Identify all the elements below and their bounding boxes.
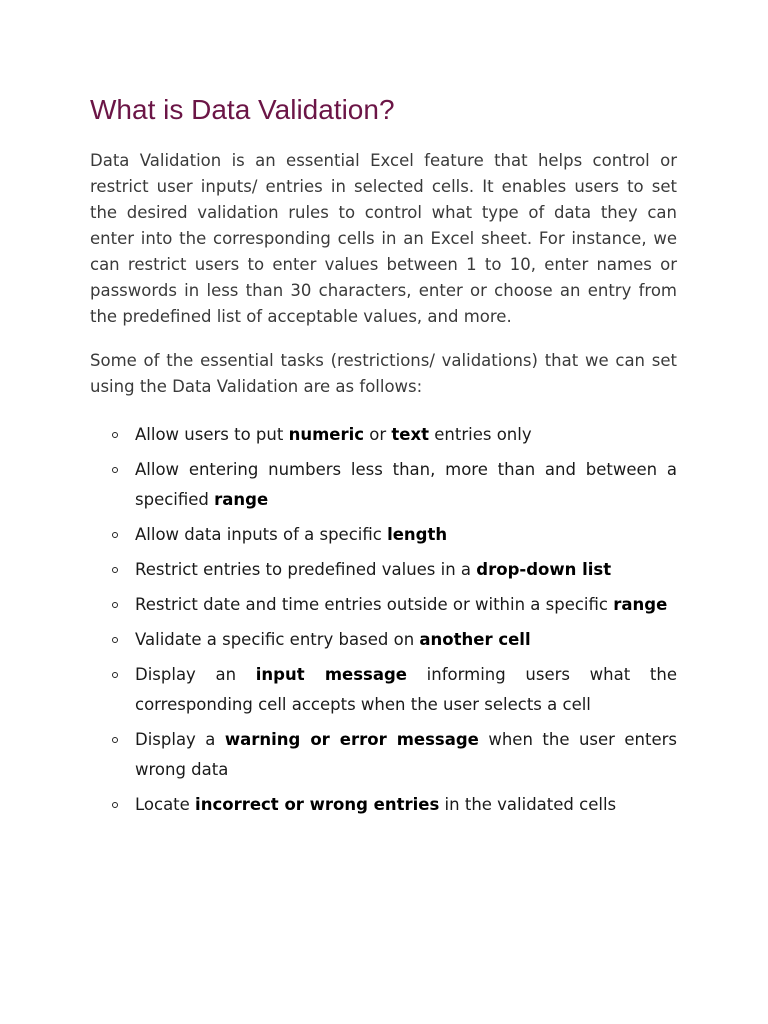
list-item: Allow users to put numeric or text entries only — [90, 420, 677, 450]
emphasis-text: warning or error message — [224, 730, 479, 749]
hollow-circle-bullet-icon — [112, 637, 118, 643]
hollow-circle-bullet-icon — [112, 737, 118, 743]
emphasis-text: incorrect or wrong entries — [195, 795, 440, 814]
list-item: Allow entering numbers less than, more than and between a specified range — [90, 455, 677, 515]
list-item: Restrict entries to predefined values in a drop-down list — [90, 555, 677, 585]
hollow-circle-bullet-icon — [112, 672, 118, 678]
emphasis-text: numeric — [288, 425, 365, 444]
emphasis-text: range — [214, 490, 269, 509]
page-title: What is Data Validation? — [90, 94, 395, 125]
emphasis-text: input message — [255, 665, 407, 684]
list-item: Display a warning or error message when the user enters wrong data — [90, 725, 677, 785]
hollow-circle-bullet-icon — [112, 532, 118, 538]
intro-paragraph: Data Validation is an essential Excel feature that helps control or restrict user inputs/ entries in selected cells. It enables users to set the desired validation rules to control what type of data they can enter into the corresponding cells in an Excel sheet. For instance, we can restrict users to enter values between 1 to 10, enter names or passwords in less than 30 characters, enter or choose an entry from the predefined list of acceptable values, and more. — [90, 151, 677, 326]
emphasis-text: length — [387, 525, 448, 544]
document-page — [90, 92, 677, 825]
emphasis-text: range — [613, 595, 668, 614]
hollow-circle-bullet-icon — [112, 467, 118, 473]
hollow-circle-bullet-icon — [112, 432, 118, 438]
hollow-circle-bullet-icon — [112, 567, 118, 573]
hollow-circle-bullet-icon — [112, 802, 118, 808]
tasks-list — [90, 420, 677, 820]
list-item: Display an input message informing users what the corresponding cell accepts when the user selects a cell — [90, 660, 677, 720]
list-item: Locate incorrect or wrong entries in the validated cells — [90, 790, 677, 820]
hollow-circle-bullet-icon — [112, 602, 118, 608]
list-item: Validate a specific entry based on another cell — [90, 625, 677, 655]
emphasis-text: another cell — [419, 630, 531, 649]
emphasis-text: drop-down list — [476, 560, 612, 579]
tasks-intro-paragraph: Some of the essential tasks (restrictions/ validations) that we can set using the Data Validation are as follows: — [90, 351, 677, 396]
emphasis-text: text — [391, 425, 430, 444]
list-item: Restrict date and time entries outside or within a specific range — [90, 590, 677, 620]
list-item: Allow data inputs of a specific length — [90, 520, 677, 550]
